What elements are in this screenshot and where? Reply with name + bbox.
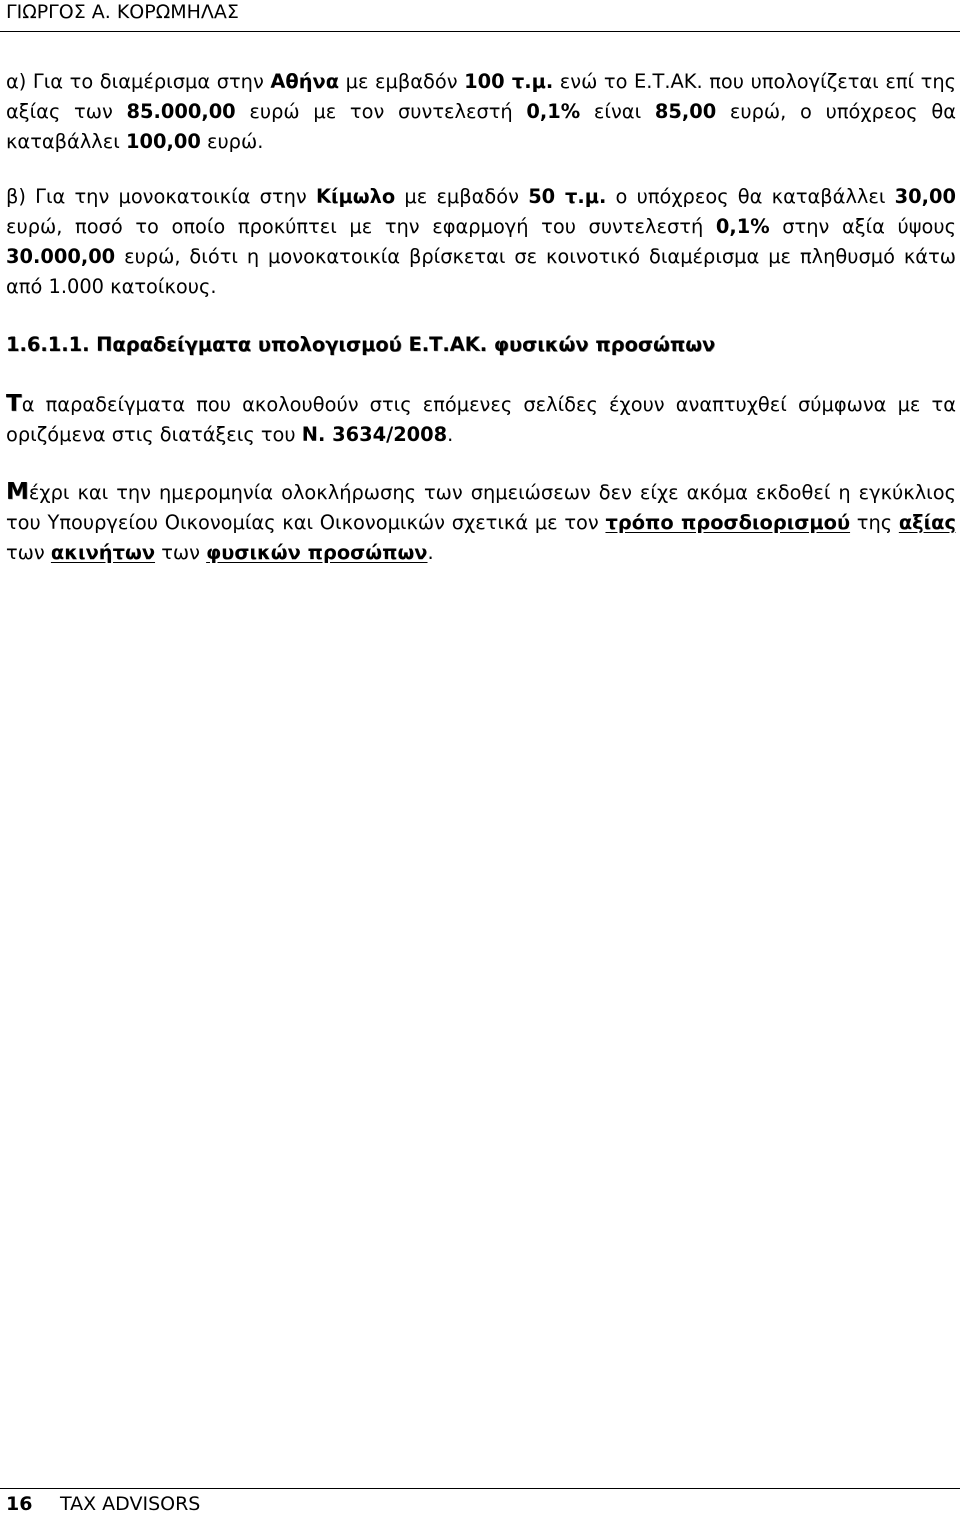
drop-cap: Μ: [6, 479, 29, 505]
paragraph-examples-intro: Τα παραδείγματα που ακολουθούν στις επόμενες σελίδες έχουν αναπτυχθεί σύμφωνα με τα οριζόμενα στις διατάξεις του Ν. 3634/2008.: [6, 391, 956, 446]
page-header: [0, 0, 960, 32]
header-author: ΓΙΩΡΓΟΣ Α. ΚΟΡΩΜΗΛΑΣ: [6, 1, 239, 23]
page-number: 16: [6, 1493, 33, 1515]
paragraph-example-b: β) Για την μονοκατοικία στην Κίμωλο με εμβαδόν 50 τ.μ. ο υπόχρεος θα καταβάλλει 30,00 ευρώ, ποσό το οποίο προκύπτει με την εφαρμογή του συντελεστή 0,1% στην αξία ύψους 30.000,00 ευρώ, διότι η μονοκατοικία βρίσκεται σε κοινοτικό διαμέρισμα με πληθυσμό κάτω από 1.000 κατοίκους.: [6, 185, 956, 298]
section-heading: 1.6.1.1. Παραδείγματα υπολογισμού Ε.Τ.ΑΚ. φυσικών προσώπων: [6, 333, 716, 356]
footer-title: TAX ADVISORS: [60, 1493, 201, 1515]
drop-cap: Τ: [6, 391, 22, 417]
page-footer: [0, 1488, 960, 1516]
paragraph-example-a: α) Για το διαμέρισμα στην Αθήνα με εμβαδόν 100 τ.μ. ενώ το Ε.Τ.ΑΚ. που υπολογίζεται επί της αξίας των 85.000,00 ευρώ με τον συντελεστή 0,1% είναι 85,00 ευρώ, ο υπόχρεος θα καταβάλλει 100,00 ευρώ.: [6, 70, 956, 153]
paragraph-circular-note: Μέχρι και την ημερομηνία ολοκλήρωσης των σημειώσεων δεν είχε ακόμα εκδοθεί η εγκύκλιος του Υπουργείου Οικονομίας και Οικονομικών σχετικά με τον τρόπο προσδιορισμού της αξίας των ακινήτων των φυσικών προσώπων.: [6, 479, 956, 564]
